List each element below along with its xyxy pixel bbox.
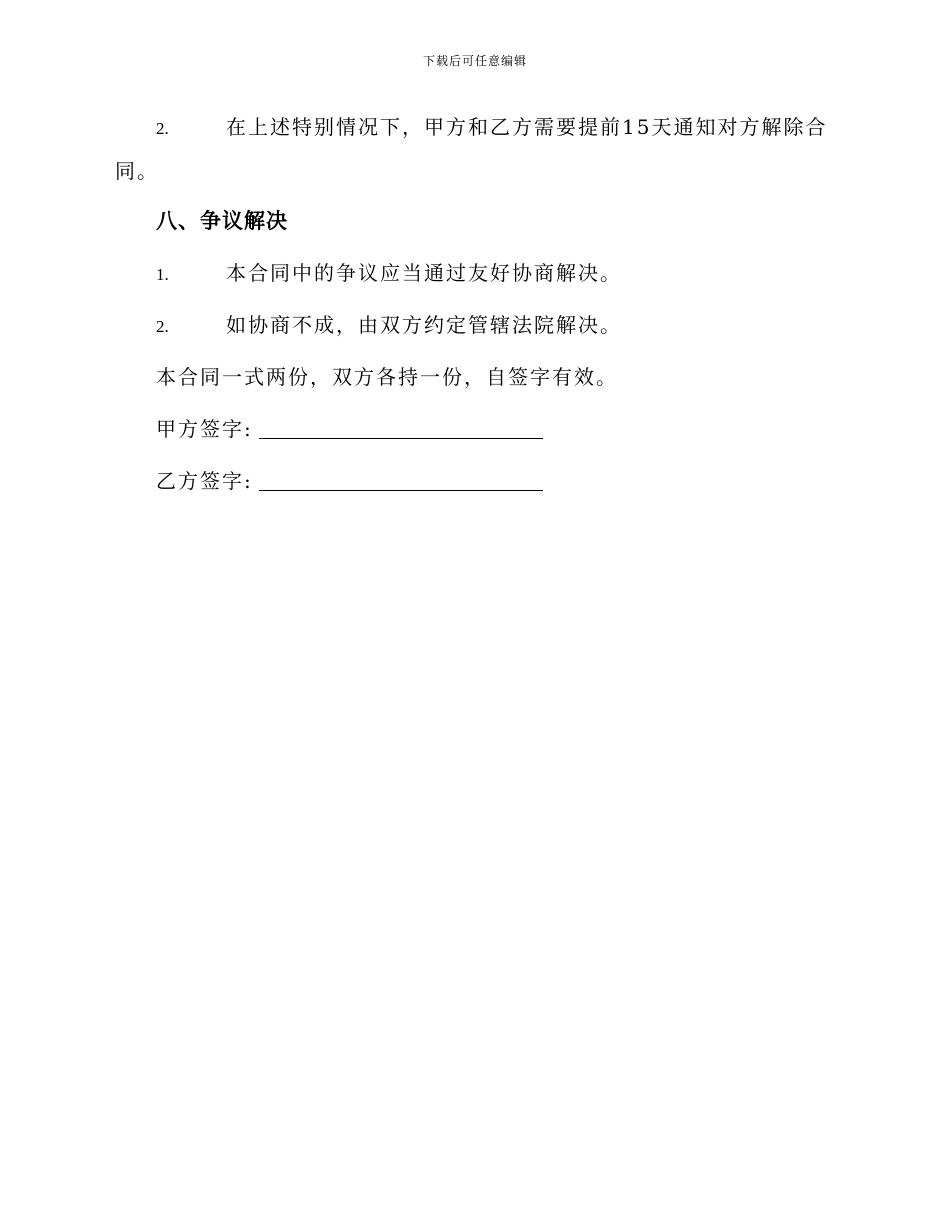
closing-statement: 本合同一式两份，双方各持一份，自签字有效。 xyxy=(156,365,618,389)
item-text: 如协商不成，由双方约定管辖法院解决。 xyxy=(226,313,622,337)
clause-number: 2. xyxy=(156,119,169,138)
item-number: 2. xyxy=(156,317,169,336)
clause-text: 在上述特别情况下，甲方和乙方需要提前15天通知对方解除合同。 xyxy=(115,115,828,183)
item-number: 1. xyxy=(156,265,169,284)
section-8-title: 八、争议解决 xyxy=(156,208,288,233)
page-header: 下载后可任意编辑 xyxy=(422,54,527,68)
party-b-signature-line xyxy=(259,468,543,491)
party-a-signature-label: 甲方签字: xyxy=(156,417,253,441)
section-8-item-1 xyxy=(156,257,622,291)
party-b-signature xyxy=(156,465,543,497)
party-a-signature-line xyxy=(259,416,543,439)
section-8-item-2 xyxy=(156,309,622,343)
party-a-signature xyxy=(156,413,543,445)
item-text: 本合同中的争议应当通过友好协商解决。 xyxy=(226,261,622,285)
clause-7-2 xyxy=(115,106,835,192)
party-b-signature-label: 乙方签字: xyxy=(156,469,253,493)
